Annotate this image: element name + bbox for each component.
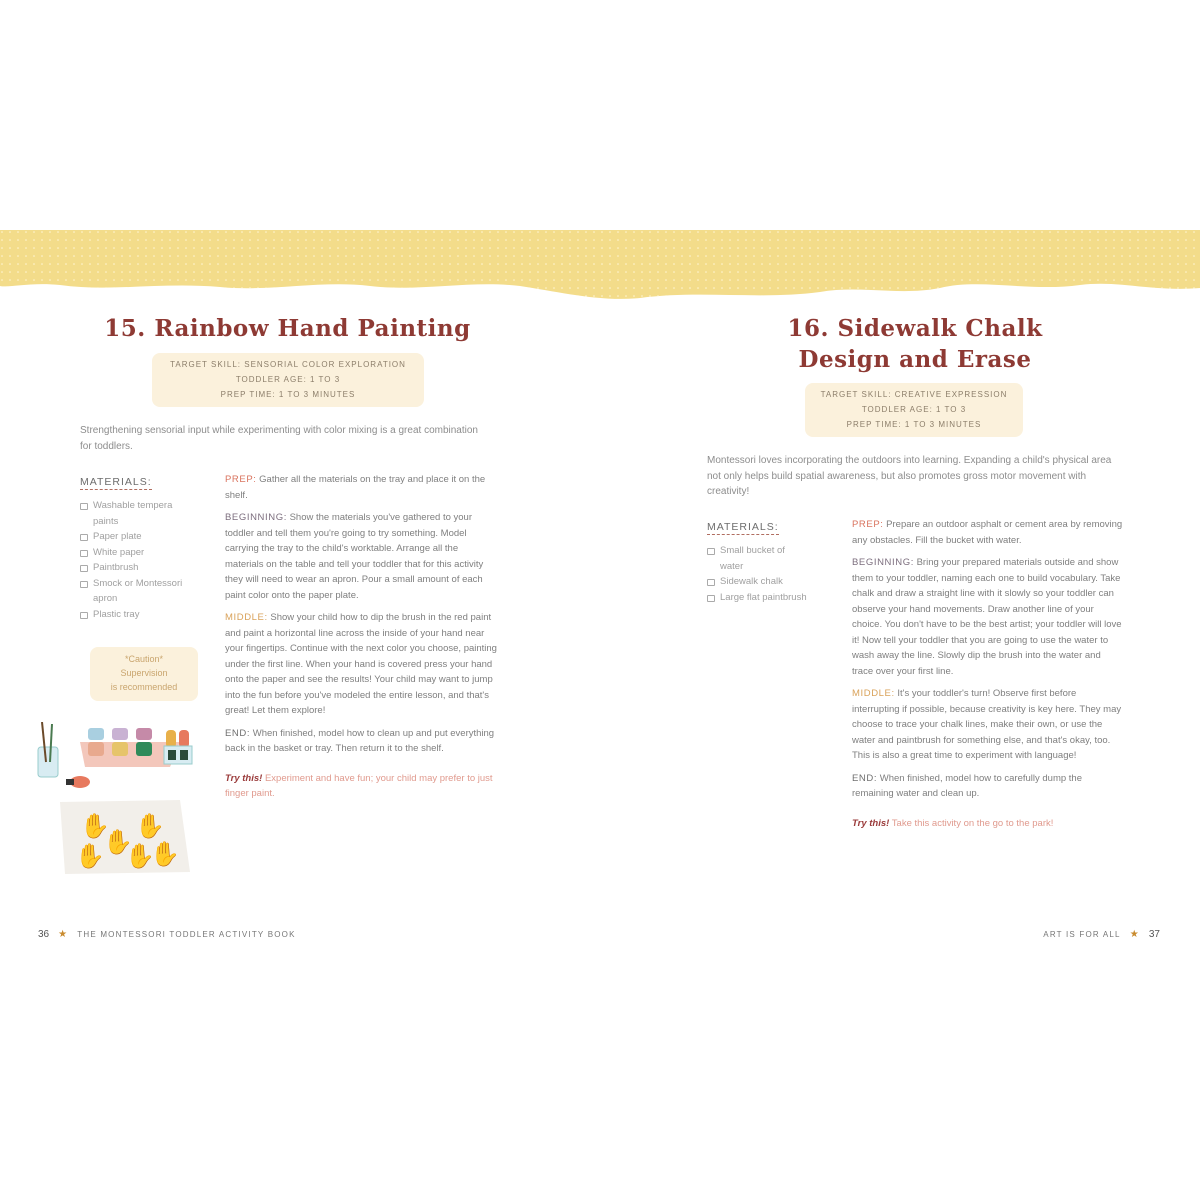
step-prep [852, 517, 1124, 548]
activity-info-box [152, 353, 424, 407]
try-this-tip [852, 816, 1124, 832]
star-icon: ★ [58, 929, 69, 940]
materials-section [707, 517, 842, 605]
star-icon: ★ [1129, 929, 1140, 940]
materials-list [80, 498, 210, 622]
svg-text:✋: ✋ [103, 829, 133, 856]
step-label: PREP: [225, 474, 257, 485]
running-head: THE MONTESSORI TODDLER ACTIVITY BOOK [77, 930, 296, 939]
step-text: When finished, model how to carefully dump the remaining water and clean up. [852, 772, 1082, 799]
right-footer [1043, 929, 1160, 940]
instructions [852, 517, 1124, 831]
activity-intro: Montessori loves incorporating the outdoors into learning. Expanding a child's physical area not only helps build spatial awareness, but also promotes gross motor movement with creativity! [707, 455, 1112, 497]
paint-bottles-icon [164, 730, 192, 764]
step-beginning [225, 510, 497, 603]
material-item: White paper [80, 545, 210, 561]
toddler-age: TODDLER AGE: 1 TO 3 [861, 405, 967, 414]
step-beginning [852, 555, 1124, 679]
materials-list [707, 543, 842, 605]
activity-title: 15. Rainbow Hand Painting [104, 315, 471, 342]
step-prep [225, 472, 497, 503]
try-this-label: Try this! [852, 817, 890, 829]
material-item: Paper plate [80, 529, 210, 545]
material-item: Paintbrush [80, 560, 210, 576]
target-skill: TARGET SKILL: SENSORIAL COLOR EXPLORATION [170, 360, 406, 369]
paint-cups-icon [88, 728, 152, 756]
title-line: Design and Erase [798, 346, 1032, 373]
try-this-label: Try this! [225, 772, 263, 784]
material-item: Washable tempera paints [80, 498, 173, 529]
svg-text:✋: ✋ [135, 813, 165, 840]
instructions [225, 472, 497, 802]
svg-text:✋: ✋ [150, 841, 180, 868]
caution-text: Supervision [120, 668, 168, 678]
toddler-age: TODDLER AGE: 1 TO 3 [235, 375, 341, 384]
step-middle [225, 610, 497, 719]
step-label: PREP: [852, 519, 884, 530]
activity-title [700, 313, 1130, 375]
svg-text:✋: ✋ [75, 843, 105, 870]
prep-time: PREP TIME: 1 TO 3 MINUTES [220, 390, 356, 399]
step-text: Show your child how to dip the brush in the red paint and paint a horizontal line across the inside of your hand near your fingertips. Continue with the next color you choose, painting under the first line. When your hand is covered press your hand onto the paper and see the results! Your child may want to jump into the fun before you've modeled the entire lesson, and that's great! Let them explore! [225, 612, 497, 716]
materials-heading: MATERIALS: [80, 476, 152, 488]
step-text: Prepare an outdoor asphalt or cement area by removing any obstacles. Fill the bucket with water. [852, 519, 1123, 546]
step-label: END: [225, 727, 251, 739]
prep-time: PREP TIME: 1 TO 3 MINUTES [846, 420, 982, 429]
step-label: BEGINNING: [852, 557, 914, 568]
activity-intro: Strengthening sensorial input while experimenting with color mixing is a great combination for toddlers. [80, 425, 478, 452]
svg-text:✋: ✋ [125, 843, 155, 870]
caution-text: is recommended [110, 682, 178, 692]
step-text: Show the materials you've gathered to your toddler and tell them you're going to try something. Model carrying the tray to the child's worktable. Arrange all the materials on the table and tell your toddler that for this activity they will need to wear an apron. Pour a small amount of each paint color onto the paper plate. [225, 512, 484, 601]
painting-illustration [30, 722, 205, 887]
step-middle [852, 686, 1124, 764]
caution-note [90, 647, 198, 701]
material-item: Smock or Montessori apron [80, 576, 193, 607]
brush-jar-icon [38, 722, 58, 777]
target-skill: TARGET SKILL: CREATIVE EXPRESSION [820, 390, 1008, 399]
step-label: END: [852, 772, 878, 784]
step-text: It's your toddler's turn! Observe first before interrupting if possible, because creativity is key here. They may choose to trace your chalk lines, make their own, or use the water and paintbrush for something else, and that's okay, too. This is also a great time to experiment with language! [852, 688, 1122, 761]
yellow-header-banner [0, 230, 1200, 305]
material-item: Sidewalk chalk [707, 574, 842, 590]
try-this-text: Take this activity on the go to the park! [889, 817, 1054, 829]
title-line: 16. Sidewalk Chalk [787, 315, 1043, 342]
step-text: When finished, model how to clean up and put everything back in the basket or tray. Then return it to the shelf. [225, 727, 495, 754]
step-end [225, 726, 497, 757]
material-item: Plastic tray [80, 607, 210, 623]
material-item: Small bucket of water [707, 543, 792, 574]
step-label: MIDDLE: [225, 612, 268, 623]
step-end [852, 771, 1124, 802]
caution-label: *Caution* [124, 654, 164, 664]
step-label: MIDDLE: [852, 688, 895, 699]
svg-text:✋: ✋ [80, 813, 110, 840]
step-text: Bring your prepared materials outside and show them to your toddler, naming each one to build vocabulary. Take chalk and draw a straight line with it slowly so your toddler can observe your hand movements. Draw another line of your choice. You don't have to be the best artist; your toddler will love it! Now tell your toddler that you are going to use the water to wash away the line. Slowly dip the brush into the water and trace over your first line. [852, 557, 1122, 677]
materials-section [80, 472, 210, 622]
left-footer [38, 929, 296, 940]
activity-info-box [805, 383, 1023, 437]
try-this-text: Experiment and have fun; your child may prefer to just finger paint. [225, 772, 493, 799]
running-head: ART IS FOR ALL [1043, 930, 1121, 939]
material-item: Large flat paintbrush [707, 590, 842, 606]
materials-heading: MATERIALS: [707, 521, 779, 533]
step-text: Gather all the materials on the tray and place it on the shelf. [225, 474, 486, 501]
try-this-tip [225, 771, 497, 802]
page-number: 36 [38, 929, 50, 940]
page-number: 37 [1148, 929, 1160, 940]
step-label: BEGINNING: [225, 512, 287, 523]
